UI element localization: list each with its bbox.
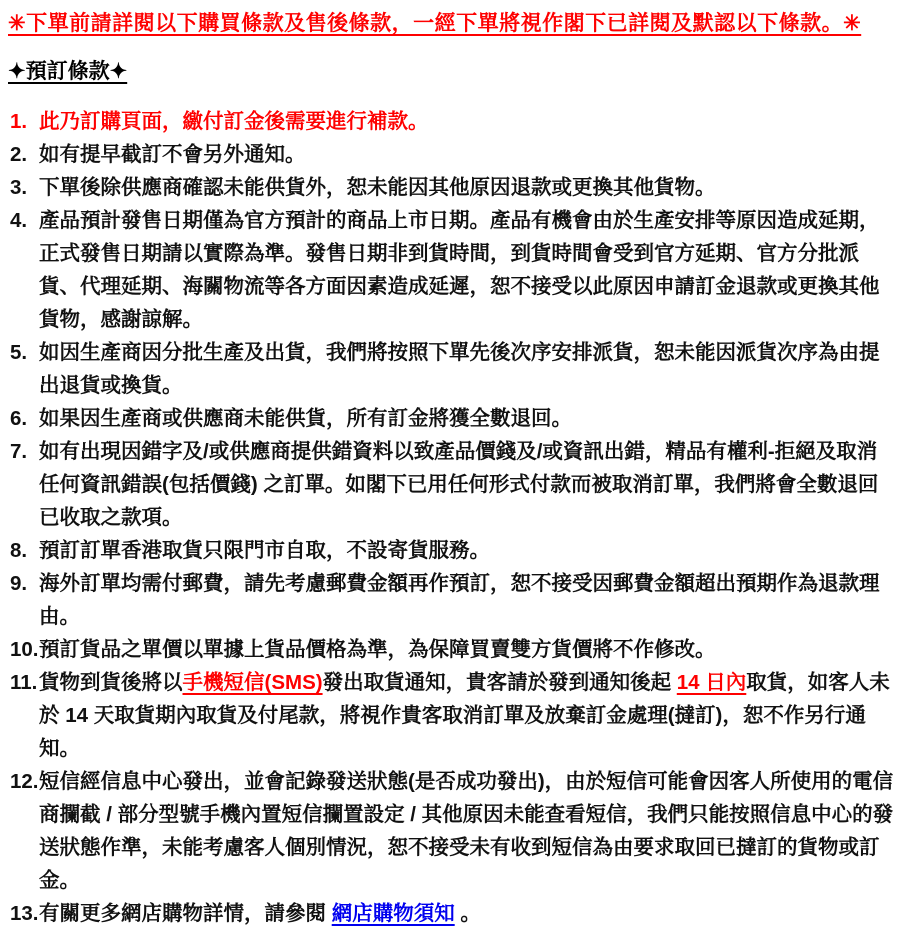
term-item-2 — [8, 138, 897, 171]
term-text: 此乃訂購頁面，繳付訂金後需要進行補款。 — [39, 110, 429, 133]
term-number: 11. — [10, 671, 38, 694]
term-item-12 — [8, 765, 897, 897]
term-item-9 — [8, 567, 897, 633]
term-text: 短信經信息中心發出，並會記錄發送狀態(是否成功發出)，由於短信可能會因客人所使用的電信商攔截 / 部分型號手機內置短信攔置設定 / 其他原因未能查看短信，我們只能按照信息中心的發送狀態作準，未能考慮客人個別情況，恕不接受未有收到短信為由要求取回已撻訂的貨物或訂金。 — [39, 770, 894, 892]
term-text: 貨物到貨後將以手機短信(SMS)發出取貨通知，貴客請於發到通知後起 14 日內取貨，如客人未於 14 天取貨期內取貨及付尾款，將視作貴客取消訂單及放棄訂金處理(撻訂)，恕不作另行通知。 — [39, 671, 890, 760]
term-number: 4. — [10, 209, 28, 232]
term-text: 如因生產商因分批生產及出貨，我們將按照下單先後次序安排派貨，恕未能因派貨次序為由提出退貨或換貨。 — [39, 341, 880, 397]
term-item-6 — [8, 402, 897, 435]
store-shopping-guide-link[interactable]: 網店購物須知 — [331, 902, 455, 925]
term-number: 5. — [10, 341, 28, 364]
term-item-5 — [8, 336, 897, 402]
term-number: 9. — [10, 572, 28, 595]
term-number: 7. — [10, 440, 28, 463]
term-item-4 — [8, 204, 897, 336]
term-item-13 — [8, 897, 897, 930]
term-text: 產品預計發售日期僅為官方預計的商品上市日期。產品有機會由於生產安排等原因造成延期，正式發售日期請以實際為準。發售日期非到貨時間，到貨時間會受到官方延期、官方分批派貨、代理延期、海關物流等各方面因素造成延遲，恕不接受以此原因申請訂金退款或更換其他貨物，感謝諒解。 — [39, 209, 880, 331]
term-item-11 — [8, 666, 897, 765]
term-item-1 — [8, 105, 897, 138]
term-number: 2. — [10, 143, 28, 166]
term-number: 1. — [10, 110, 28, 133]
terms-list — [8, 105, 897, 930]
term-item-3 — [8, 171, 897, 204]
term-number: 6. — [10, 407, 28, 430]
term-number: 8. — [10, 539, 28, 562]
red-underline-text: 手機短信(SMS) — [182, 671, 323, 694]
term-text: 預訂貨品之單價以單據上貨品價格為準，為保障買賣雙方貨價將不作修改。 — [39, 638, 716, 661]
term-text: 下單後除供應商確認未能供貨外，恕未能因其他原因退款或更換其他貨物。 — [39, 176, 716, 199]
term-text: 如有提早截訂不會另外通知。 — [39, 143, 306, 166]
section-title-preorder-terms: ✦預訂條款✦ — [8, 60, 128, 83]
term-item-8 — [8, 534, 897, 567]
term-item-10 — [8, 633, 897, 666]
term-text: 預訂訂單香港取貨只限門市自取，不設寄貨服務。 — [39, 539, 490, 562]
term-text: 海外訂單均需付郵費，請先考慮郵費金額再作預訂，恕不接受因郵費金額超出預期作為退款理由。 — [39, 572, 880, 628]
term-text: 有關更多網店購物詳情，請參閱 網店購物須知 。 — [39, 902, 481, 925]
term-number: 13. — [10, 902, 39, 925]
term-text: 如果因生產商或供應商未能供貨，所有訂金將獲全數退回。 — [39, 407, 572, 430]
red-underline-text: 14 日內 — [676, 671, 747, 694]
term-number: 12. — [10, 770, 39, 793]
term-text: 如有出現因錯字及/或供應商提供錯資料以致產品價錢及/或資訊出錯，精品有權利-拒絕及取消任何資訊錯誤(包括價錢) 之訂單。如閣下已用任何形式付款而被取消訂單，我們將會全數退回已收取之款項。 — [39, 440, 879, 529]
term-item-7 — [8, 435, 897, 534]
purchase-notice-heading: ✳下單前請詳閱以下購買條款及售後條款，一經下單將視作閣下已詳閱及默認以下條款。✳ — [8, 12, 862, 35]
term-number: 10. — [10, 638, 39, 661]
term-number: 3. — [10, 176, 28, 199]
